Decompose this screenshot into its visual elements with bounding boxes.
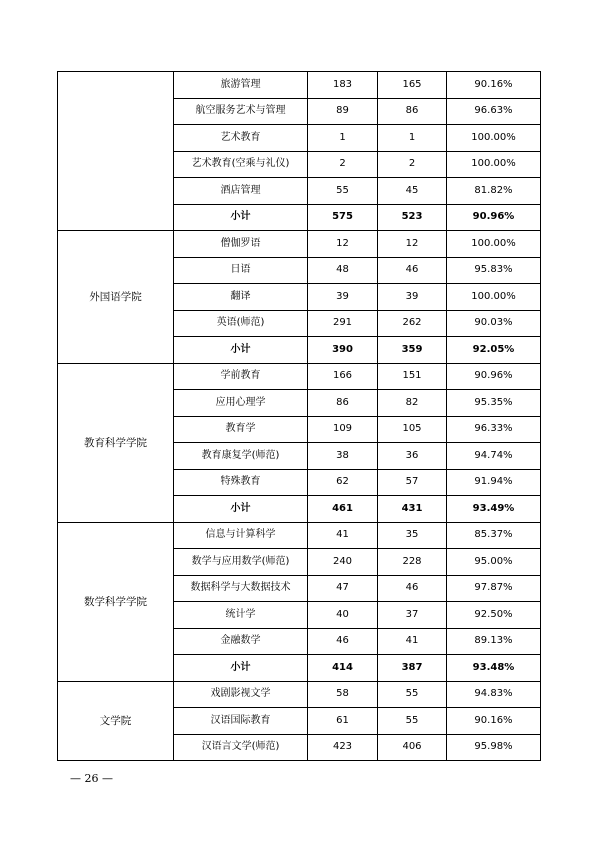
employed-cell: 37 [378,602,447,629]
subtotal-employed: 359 [378,337,447,364]
college-cell: 文学院 [58,681,174,761]
major-cell: 艺术教育 [174,125,308,152]
major-cell: 僧伽罗语 [174,231,308,258]
rate-cell: 100.00% [447,231,541,258]
table-row [58,231,541,258]
employed-cell: 35 [378,522,447,549]
rate-cell: 95.98% [447,734,541,761]
rate-cell: 94.83% [447,681,541,708]
subtotal-rate: 93.49% [447,496,541,523]
rate-cell: 90.03% [447,310,541,337]
total-cell: 40 [308,602,378,629]
subtotal-rate: 93.48% [447,655,541,682]
employed-cell: 36 [378,443,447,470]
subtotal-total: 575 [308,204,378,231]
total-cell: 58 [308,681,378,708]
major-cell: 教育康复学(师范) [174,443,308,470]
major-cell: 教育学 [174,416,308,443]
employed-cell: 45 [378,178,447,205]
subtotal-employed: 387 [378,655,447,682]
total-cell: 61 [308,708,378,735]
total-cell: 166 [308,363,378,390]
major-cell: 统计学 [174,602,308,629]
employed-cell: 86 [378,98,447,125]
employed-cell: 46 [378,257,447,284]
major-cell: 酒店管理 [174,178,308,205]
employed-cell: 165 [378,72,447,99]
subtotal-total: 390 [308,337,378,364]
subtotal-rate: 90.96% [447,204,541,231]
rate-cell: 90.16% [447,72,541,99]
rate-cell: 96.33% [447,416,541,443]
rate-cell: 89.13% [447,628,541,655]
subtotal-label: 小计 [174,496,308,523]
table-row [58,522,541,549]
rate-cell: 94.74% [447,443,541,470]
total-cell: 38 [308,443,378,470]
table-row [58,72,541,99]
subtotal-label: 小计 [174,655,308,682]
employed-cell: 57 [378,469,447,496]
major-cell: 旅游管理 [174,72,308,99]
total-cell: 423 [308,734,378,761]
table-body [58,72,541,761]
employed-cell: 228 [378,549,447,576]
employed-cell: 55 [378,708,447,735]
subtotal-label: 小计 [174,204,308,231]
employed-cell: 406 [378,734,447,761]
employed-cell: 46 [378,575,447,602]
rate-cell: 95.00% [447,549,541,576]
total-cell: 86 [308,390,378,417]
college-cell [58,72,174,231]
total-cell: 1 [308,125,378,152]
rate-cell: 100.00% [447,284,541,311]
rate-cell: 90.16% [447,708,541,735]
subtotal-rate: 92.05% [447,337,541,364]
college-cell: 外国语学院 [58,231,174,364]
major-cell: 汉语言文学(师范) [174,734,308,761]
subtotal-employed: 523 [378,204,447,231]
total-cell: 41 [308,522,378,549]
major-cell: 英语(师范) [174,310,308,337]
rate-cell: 91.94% [447,469,541,496]
rate-cell: 100.00% [447,125,541,152]
total-cell: 291 [308,310,378,337]
rate-cell: 85.37% [447,522,541,549]
total-cell: 89 [308,98,378,125]
total-cell: 62 [308,469,378,496]
major-cell: 翻译 [174,284,308,311]
employment-table [57,71,541,761]
major-cell: 应用心理学 [174,390,308,417]
rate-cell: 92.50% [447,602,541,629]
rate-cell: 97.87% [447,575,541,602]
total-cell: 48 [308,257,378,284]
table-row [58,681,541,708]
employed-cell: 82 [378,390,447,417]
rate-cell: 100.00% [447,151,541,178]
major-cell: 学前教育 [174,363,308,390]
total-cell: 46 [308,628,378,655]
rate-cell: 81.82% [447,178,541,205]
employed-cell: 41 [378,628,447,655]
rate-cell: 95.35% [447,390,541,417]
major-cell: 戏剧影视文学 [174,681,308,708]
total-cell: 183 [308,72,378,99]
major-cell: 航空服务艺术与管理 [174,98,308,125]
major-cell: 数学与应用数学(师范) [174,549,308,576]
subtotal-total: 414 [308,655,378,682]
rate-cell: 95.83% [447,257,541,284]
employed-cell: 1 [378,125,447,152]
major-cell: 汉语国际教育 [174,708,308,735]
employed-cell: 55 [378,681,447,708]
total-cell: 109 [308,416,378,443]
total-cell: 240 [308,549,378,576]
total-cell: 2 [308,151,378,178]
subtotal-employed: 431 [378,496,447,523]
employed-cell: 39 [378,284,447,311]
subtotal-label: 小计 [174,337,308,364]
major-cell: 金融数学 [174,628,308,655]
total-cell: 39 [308,284,378,311]
employed-cell: 105 [378,416,447,443]
table-row [58,363,541,390]
total-cell: 12 [308,231,378,258]
page-number: — 26 — [70,772,113,785]
total-cell: 55 [308,178,378,205]
major-cell: 信息与计算科学 [174,522,308,549]
major-cell: 数据科学与大数据技术 [174,575,308,602]
employed-cell: 2 [378,151,447,178]
total-cell: 47 [308,575,378,602]
major-cell: 艺术教育(空乘与礼仪) [174,151,308,178]
employed-cell: 12 [378,231,447,258]
college-cell: 教育科学学院 [58,363,174,522]
rate-cell: 90.96% [447,363,541,390]
major-cell: 日语 [174,257,308,284]
college-cell: 数学科学学院 [58,522,174,681]
major-cell: 特殊教育 [174,469,308,496]
employed-cell: 151 [378,363,447,390]
rate-cell: 96.63% [447,98,541,125]
subtotal-total: 461 [308,496,378,523]
employed-cell: 262 [378,310,447,337]
